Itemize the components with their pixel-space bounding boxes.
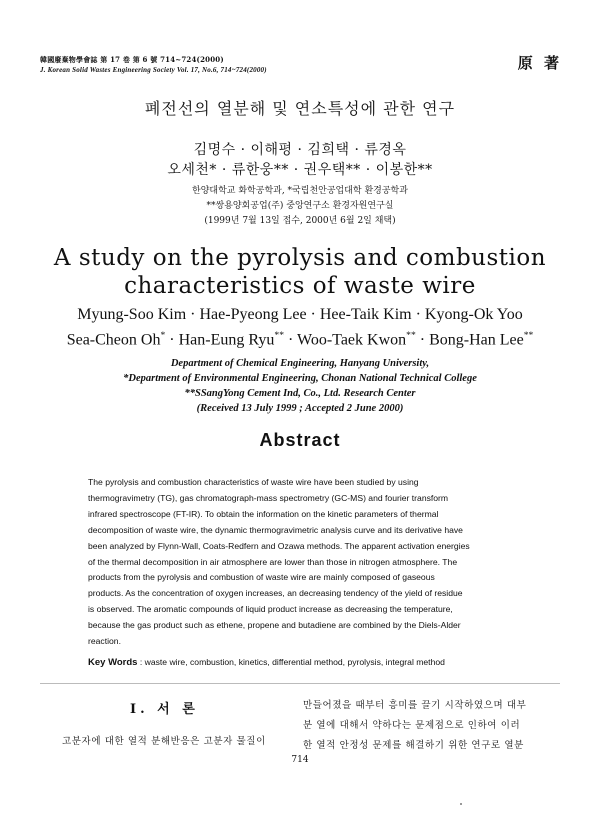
section-heading-introduction: Ⅰ. 서 론 xyxy=(130,702,199,717)
affiliation-marker: ** xyxy=(523,330,534,341)
article-type-label: 原 著 xyxy=(517,54,562,72)
english-affiliation-line2: *Department of Environmental Engineering, Chonan National Technical College xyxy=(123,373,477,384)
korean-dates: (1999년 7월 13일 접수, 2000년 6월 2일 채택) xyxy=(204,216,396,226)
korean-affiliation-line1: 한양대학교 화학공학과, *국립천안공업대학 환경공학과 xyxy=(192,186,408,196)
english-title-line1: A study on the pyrolysis and combustion xyxy=(53,245,547,271)
english-authors-line2 xyxy=(0,330,600,349)
abstract-line: is observed. The aromatic compounds of liquid product increase as decreasing the temperature, xyxy=(88,604,453,615)
english-affiliation-line1: Department of Chemical Engineering, Hanyang University, xyxy=(170,358,430,369)
body-right-column-line: 분 열에 대해서 약하다는 문제점으로 인하여 이러 xyxy=(303,720,521,731)
author-name: · Han-Eung Ryu xyxy=(165,331,275,349)
keywords xyxy=(88,657,445,668)
abstract-line: reaction. xyxy=(88,636,121,647)
author-name: · Woo-Taek Kwon xyxy=(283,331,407,349)
english-affiliation-line3: **SSangYong Cement Ind, Co., Ltd. Research Center xyxy=(184,388,416,399)
affiliation-marker: ** xyxy=(406,330,416,341)
abstract-line: thermogravimetry (TG), gas chromatograph-mass spectrometry (GC-MS) and fourier transform xyxy=(88,492,449,503)
journal-citation-korean: 韓國廢棄物學會誌 第 17 卷 第 6 號 714~724(2000) xyxy=(40,55,224,64)
affiliation-marker: * xyxy=(160,330,166,341)
author-name: · Bong-Han Lee xyxy=(415,331,524,349)
keywords-text: : waste wire, combustion, kinetics, differential method, pyrolysis, integral method xyxy=(139,657,445,667)
body-left-column-line: 고분자에 대한 열적 분해반응은 고분자 물질이 xyxy=(62,736,266,747)
author-name: Sea-Cheon Oh xyxy=(66,331,161,349)
abstract-line: infrared spectroscope (FT-IR). To obtain the information on the kinetic parameters of thermal xyxy=(88,508,439,519)
korean-authors-line2: 오세천* · 류한웅** · 권우택** · 이봉한** xyxy=(167,162,433,178)
abstract-line: been analyzed by Flynn-Wall, Coats-Redfern and Ozawa methods. The apparent activation energies xyxy=(88,540,470,551)
english-dates: (Received 13 July 1999 ; Accepted 2 June 2000) xyxy=(196,403,404,414)
body-right-column xyxy=(303,696,533,756)
abstract-body xyxy=(88,475,512,650)
journal-citation-english: J. Korean Solid Wastes Engineering Society Vol. 17, No.6, 714~724(2000) xyxy=(40,66,267,74)
affiliation-marker: ** xyxy=(274,330,284,341)
scan-speck xyxy=(460,803,462,805)
section-divider xyxy=(40,683,560,684)
abstract-line: The pyrolysis and combustion characteristics of waste wire have been studied by using xyxy=(88,477,419,487)
abstract-heading: Abstract xyxy=(259,430,341,450)
keywords-label: Key Words xyxy=(88,657,138,668)
english-authors-line1: Myung-Soo Kim · Hae-Pyeong Lee · Hee-Taik Kim · Kyong-Ok Yoo xyxy=(77,306,523,323)
body-right-column-line: 만들어졌을 때부터 흥미를 끌기 시작하였으며 대부 xyxy=(303,700,527,711)
abstract-line: products from the pyrolysis and combustion of waste wire are mainly composed of gaseous xyxy=(88,572,435,583)
abstract-line: decomposition of waste wire, the dynamic thermogravimetric analysis curve and its derivative have xyxy=(88,524,463,535)
abstract-line: products. As the concentration of oxygen increases, an decreasing tendency of the yield of residue xyxy=(88,588,463,599)
korean-title: 폐전선의 열분해 및 연소특성에 관한 연구 xyxy=(144,99,456,118)
korean-affiliation-line2: **쌍용양회공업(주) 중앙연구소 환경자원연구실 xyxy=(206,201,394,211)
body-right-column-line: 한 열적 안정성 문제를 해결하기 위한 연구로 열분 xyxy=(303,740,524,751)
page-number: 714 xyxy=(291,755,309,765)
korean-authors-line1: 김명수 · 이해평 · 김희택 · 류경옥 xyxy=(193,142,407,158)
abstract-line: of the thermal decomposition in air atmosphere are lower than those in nitrogen atmosphere. The xyxy=(88,556,458,567)
abstract-line: because the gas product such as ethene, propene and butadiene are combined by the Diels-Alder xyxy=(88,620,461,631)
english-title-line2: characteristics of waste wire xyxy=(124,273,476,299)
